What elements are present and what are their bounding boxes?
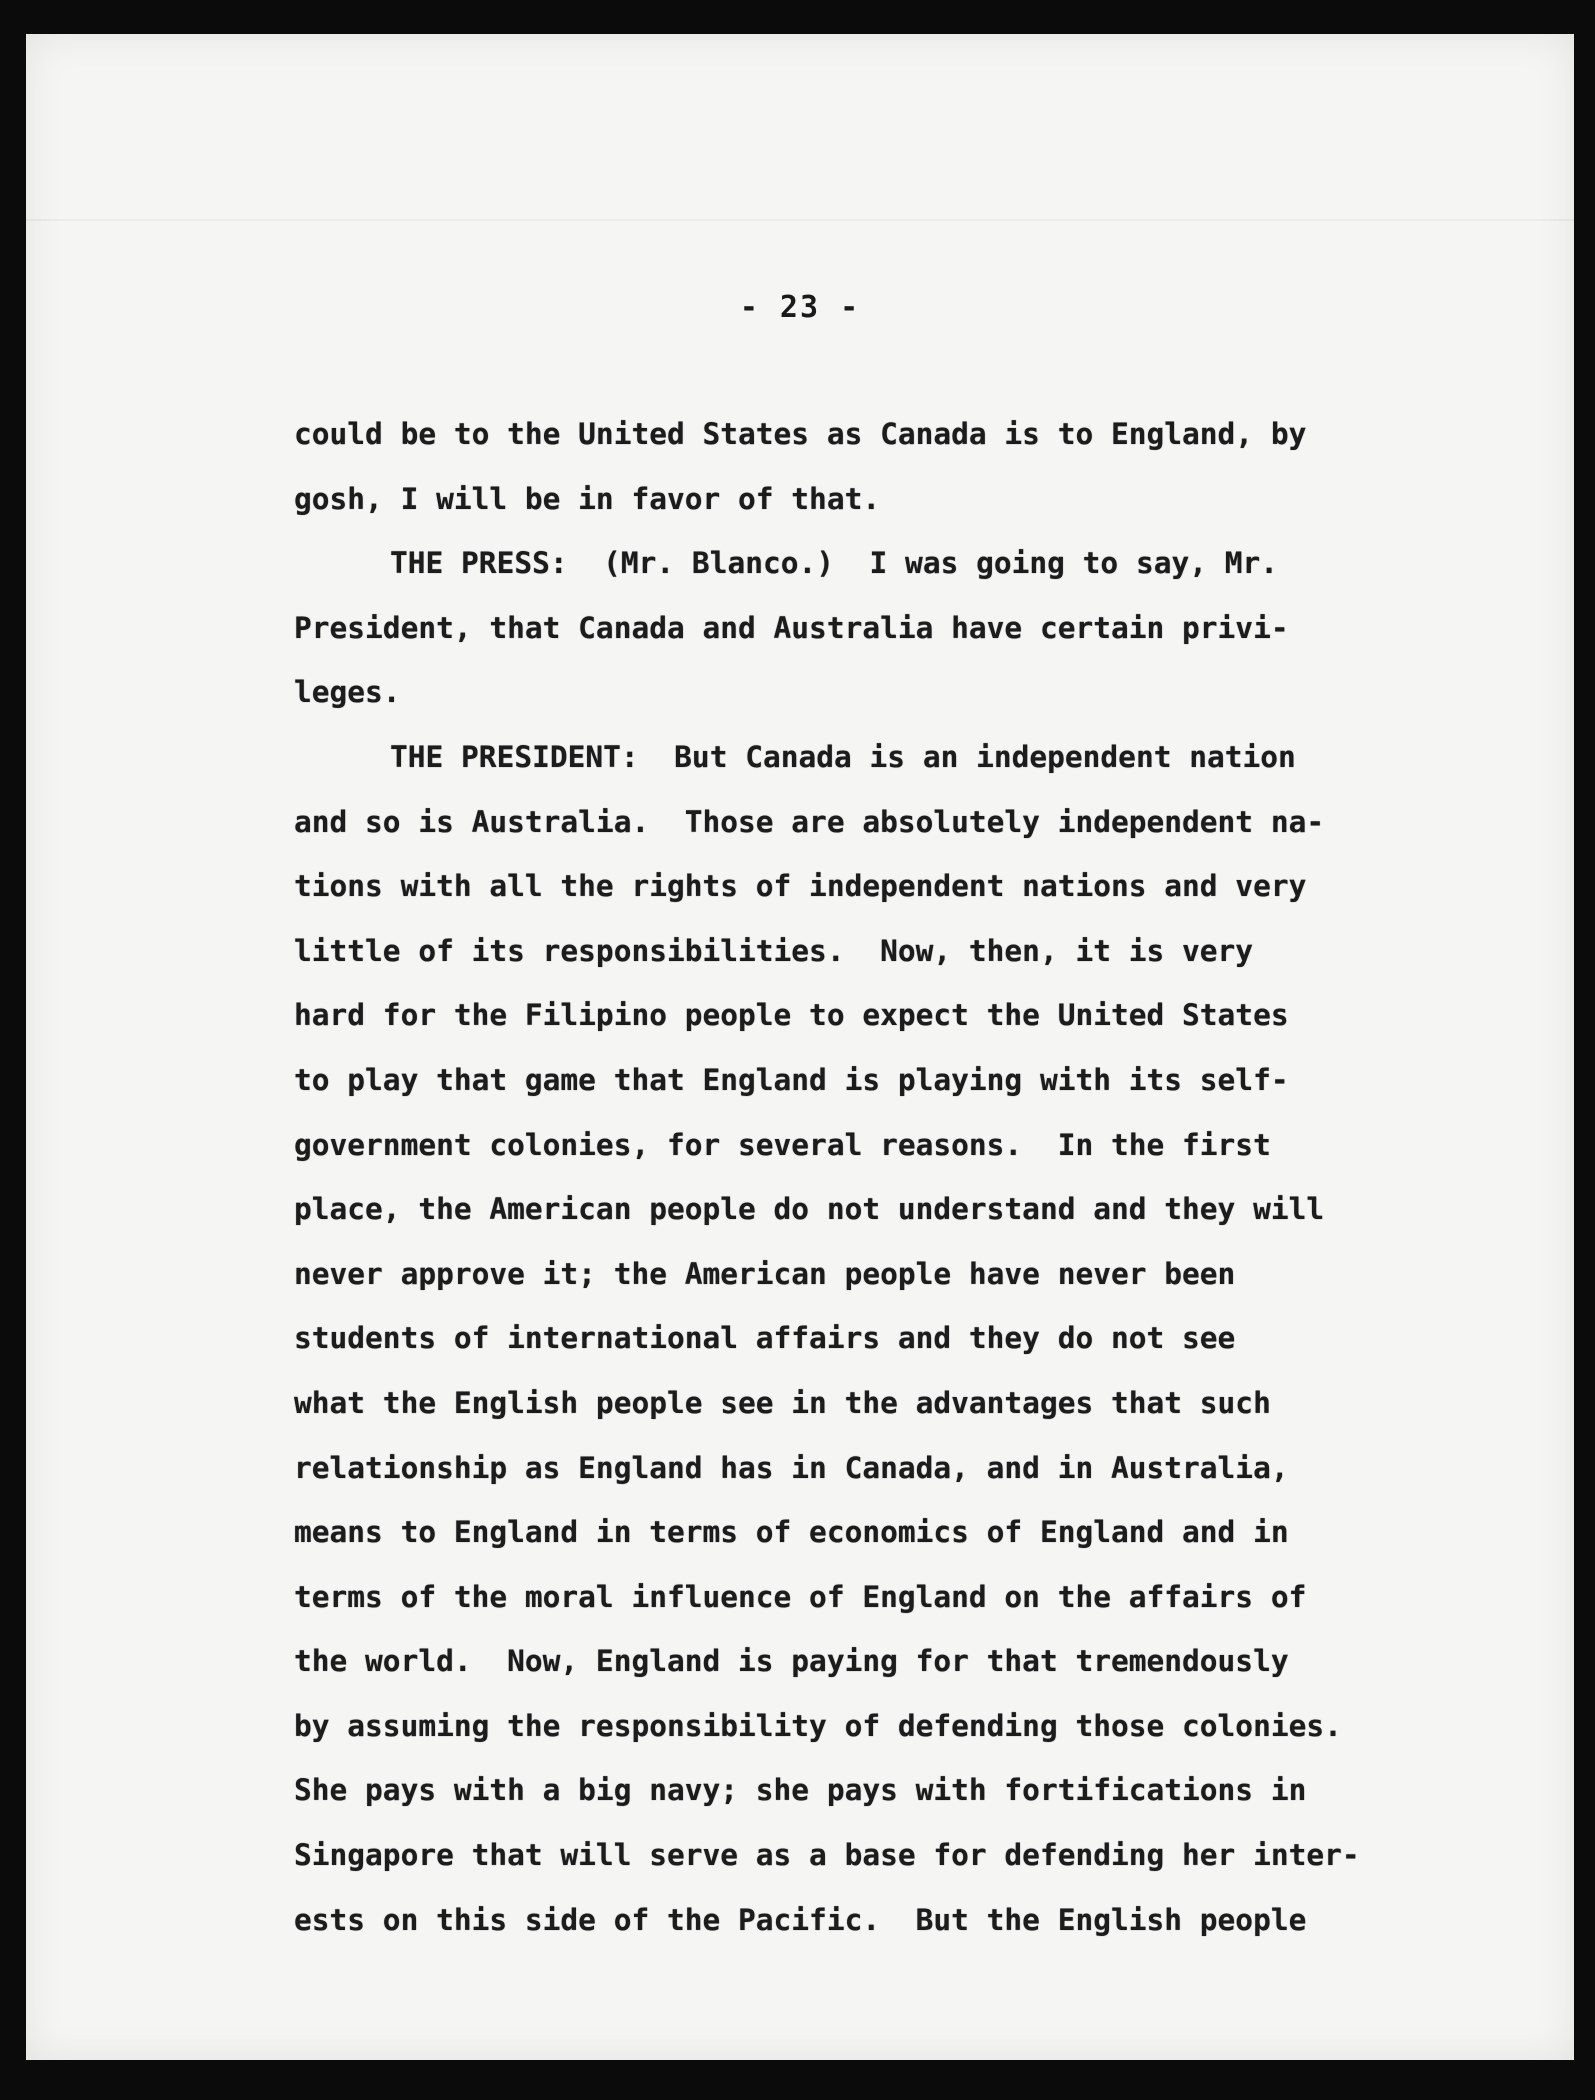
speaker-line-press: THE PRESS: (Mr. Blanco.) I was going to say, Mr. [390, 546, 1279, 581]
text-line: could be to the United States as Canada is to England, by [294, 417, 1307, 451]
text-line: tions with all the rights of independent nations and very [294, 869, 1307, 904]
text-line: gosh, I will be in favor of that. [294, 481, 881, 516]
text-line: ests on this side of the Pacific. But the English people [294, 1902, 1307, 1937]
text-line: President, that Canada and Australia have certain privi- [294, 610, 1289, 645]
text-line: never approve it; the American people have never been [294, 1256, 1236, 1291]
text-line: terms of the moral influence of England on the affairs of [294, 1579, 1307, 1614]
text-line: by assuming the responsibility of defending those colonies. [294, 1708, 1342, 1743]
text-line: leges. [294, 675, 401, 710]
page-number: - 23 - [739, 290, 861, 325]
text-line: place, the American people do not understand and they will [294, 1192, 1325, 1227]
text-line: to play that game that England is playing with its self- [294, 1062, 1289, 1097]
text-line: students of international affairs and they do not see [294, 1321, 1236, 1356]
text-line: what the English people see in the advantages that such [294, 1385, 1271, 1420]
text-line: relationship as England has in Canada, and in Australia, [294, 1450, 1289, 1485]
text-line: little of its responsibilities. Now, then, it is very [294, 933, 1254, 968]
transcript-body [294, 402, 1454, 1952]
text-line: She pays with a big navy; she pays with fortifications in [294, 1773, 1307, 1808]
document-page [26, 34, 1574, 2060]
text-line: and so is Australia. Those are absolutely independent na- [294, 804, 1325, 839]
text-line: hard for the Filipino people to expect the United States [294, 998, 1289, 1033]
text-line: government colonies, for several reasons. In the first [294, 1127, 1271, 1162]
text-line: the world. Now, England is paying for that tremendously [294, 1644, 1289, 1679]
text-line: Singapore that will serve as a base for defending her inter- [294, 1838, 1360, 1873]
text-line: means to England in terms of economics of England and in [294, 1515, 1289, 1550]
speaker-line-president: THE PRESIDENT: But Canada is an independent nation [390, 739, 1296, 774]
